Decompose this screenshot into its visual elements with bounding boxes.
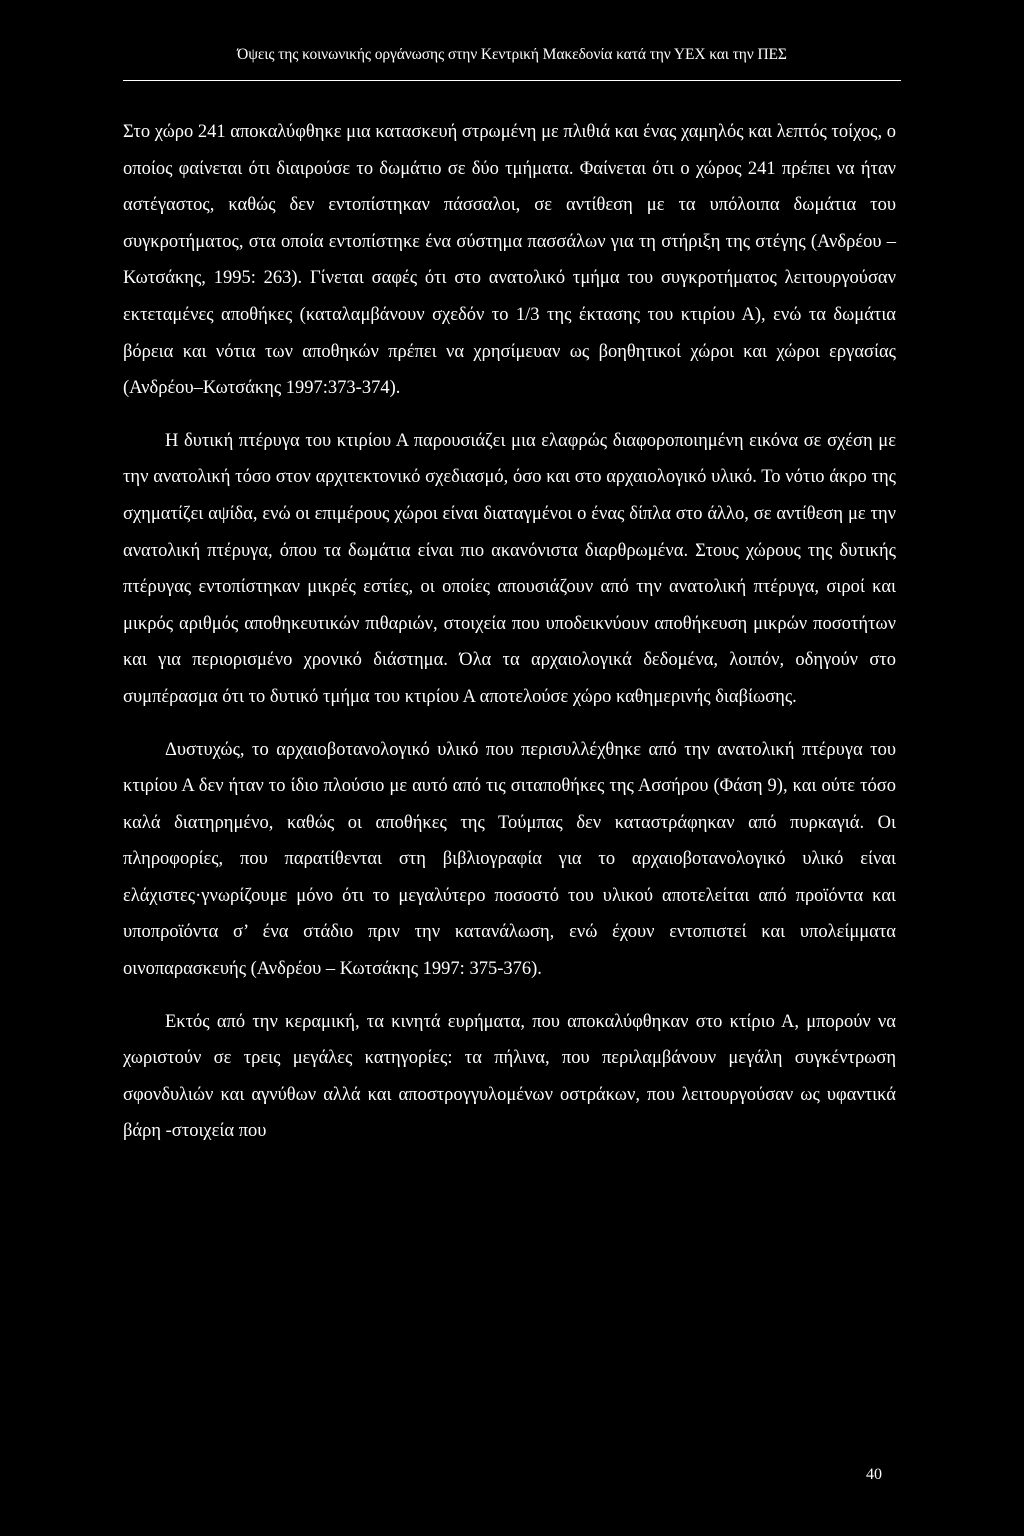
header-rule [123, 80, 901, 81]
paragraph-1: Στο χώρο 241 αποκαλύφθηκε μια κατασκευή στρωμένη με πλιθιά και ένας χαμηλός και λεπτός τοίχος, ο οποίος φαίνεται ότι διαιρούσε το δωμάτιο σε δύο τμήματα. Φαίνεται ότι ο χώρος 241 πρέπει να ήταν αστέγαστος, καθώς δεν εντοπίστηκαν πάσσαλοι, σε αντίθεση με τα υπόλοιπα δωμάτια του συγκροτήματος, στα οποία εντοπίστηκε ένα σύστημα πασσάλων για τη στήριξη της στέγης (Ανδρέου – Κωτσάκης, 1995: 263). Γίνεται σαφές ότι στο ανατολικό τμήμα του συγκροτήματος λειτουργούσαν εκτεταμένες αποθήκες (καταλαμβάνουν σχεδόν το 1/3 της έκτασης του κτιρίου Α), ενώ τα δωμάτια βόρεια και νότια των αποθηκών πρέπει να χρησίμευαν ως βοηθητικοί χώροι και χώροι εργασίας (Ανδρέου–Κωτσάκης 1997:373-374). [123, 122, 896, 399]
page-number: 40 [866, 1466, 882, 1483]
paragraph-3: Δυστυχώς, το αρχαιοβοτανολογικό υλικό που περισυλλέχθηκε από την ανατολική πτέρυγα του κτιρίου Α δεν ήταν το ίδιο πλούσιο με αυτό από τις σιταποθήκες της Ασσήρου (Φάση 9), και ούτε τόσο καλά διατηρημένο, καθώς οι αποθήκες της Τούμπας δεν καταστράφηκαν από πυρκαγιά. Οι πληροφορίες, που παρατίθενται στη βιβλιογραφία για το αρχαιοβοτανολογικό υλικό είναι ελάχιστες·γνωρίζουμε μόνο ότι το μεγαλύτερο ποσοστό του υλικού αποτελείται από προϊόντα και υποπροϊόντα σ’ ένα στάδιο πριν την κατανάλωση, ενώ έχουν εντοπιστεί και υπολείμματα οινοπαρασκευής (Ανδρέου – Κωτσάκης 1997: 375-376). [123, 739, 896, 980]
paragraph-2: Η δυτική πτέρυγα του κτιρίου Α παρουσιάζει μια ελαφρώς διαφοροποιημένη εικόνα σε σχέση με την ανατολική τόσο στον αρχιτεκτονικό σχεδιασμό, όσο και στο αρχαιολογικό υλικό. Το νότιο άκρο της σχηματίζει αψίδα, ενώ οι επιμέρους χώροι είναι διαταγμένοι ο ένας δίπλα στο άλλο, σε αντίθεση με την ανατολική πτέρυγα, όπου τα δωμάτια είναι πιο ακανόνιστα διαρθρωμένα. Στους χώρους της δυτικής πτέρυγας εντοπίστηκαν μικρές εστίες, οι οποίες απουσιάζουν από την ανατολική πτέρυγα, σιροί και μικρός αριθμός αποθηκευτικών πιθαριών, στοιχεία που υποδεικνύουν αποθήκευση μικρών ποσοτήτων και για περιορισμένο χρονικό διάστημα. Όλα τα αρχαιολογικά δεδομένα, λοιπόν, οδηγούν στο συμπέρασμα ότι το δυτικό τμήμα του κτιρίου Α αποτελούσε χώρο καθημερινής διαβίωσης. [123, 430, 896, 707]
running-header: Όψεις της κοινωνικής οργάνωσης στην Κεντρική Μακεδονία κατά την ΥΕΧ και την ΠΕΣ [237, 46, 787, 63]
paragraph-4: Εκτός από την κεραμική, τα κινητά ευρήματα, που αποκαλύφθηκαν στο κτίριο Α, μπορούν να χωριστούν σε τρεις μεγάλες κατηγορίες: τα πήλινα, που περιλαμβάνουν μεγάλη συγκέντρωση σφονδυλιών και αγνύθων αλλά και αποστρογγυλομένων οστράκων, που λειτουργούσαν ως υφαντικά βάρη -στοιχεία που [123, 1011, 896, 1142]
body-text [123, 114, 896, 1150]
